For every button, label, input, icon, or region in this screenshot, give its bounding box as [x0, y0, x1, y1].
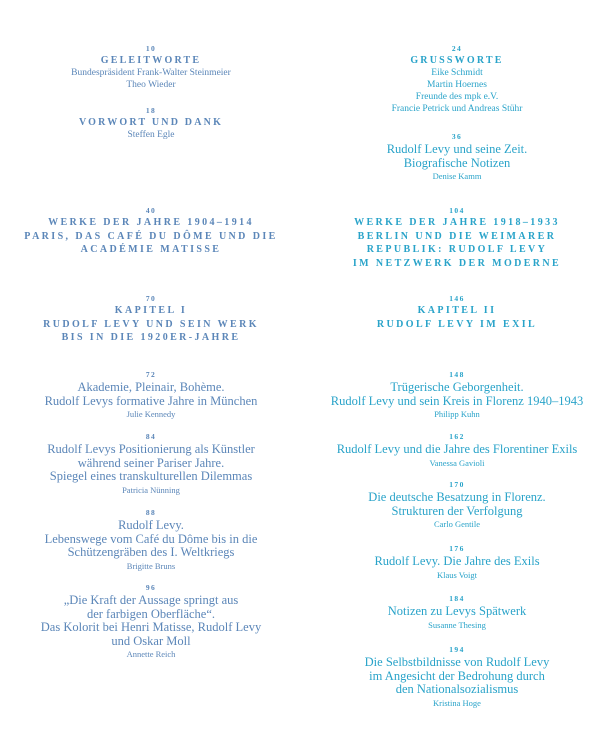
toc-entry	[6, 294, 296, 345]
entry-author: Eike Schmidt	[431, 68, 483, 78]
section-heading: RUDOLF LEVY UND SEIN WERK	[43, 318, 259, 330]
section-heading: REPUBLIK: RUDOLF LEVY	[366, 244, 548, 255]
toc-entry	[6, 44, 296, 91]
page-number: 104	[449, 206, 465, 215]
section-heading: KAPITEL II	[417, 305, 497, 316]
page-number: 170	[449, 480, 465, 489]
entry-title: Lebenswege vom Café du Dôme bis in die	[44, 531, 258, 546]
page-number: 96	[145, 583, 157, 592]
entry-title: Biografische Notizen	[403, 155, 511, 170]
toc-entry	[6, 508, 296, 573]
toc-entry	[312, 132, 602, 183]
section-heading: BERLIN UND DIE WEIMARER	[357, 230, 557, 242]
page-number: 148	[449, 370, 465, 379]
entry-author: Julie Kennedy	[126, 409, 176, 419]
entry-title: im Angesicht der Bedrohung durch	[369, 668, 545, 683]
section-heading: GRUSSWORTE	[410, 55, 504, 66]
entry-title: Strukturen der Verfolgung	[391, 503, 523, 518]
section-heading: WERKE DER JAHRE 1918–1933	[354, 217, 560, 228]
toc-entry	[312, 206, 602, 270]
entry-title: während seiner Pariser Jahre.	[77, 455, 225, 470]
entry-author: Klaus Voigt	[436, 569, 478, 580]
toc-entry	[6, 106, 296, 141]
page-number: 176	[449, 544, 465, 553]
entry-title: Rudolf Levy. Die Jahre des Exils	[374, 554, 540, 568]
toc-entry	[312, 294, 602, 331]
entry-title: und Oskar Moll	[111, 633, 191, 648]
entry-title: Rudolf Levys Positionierung als Künstler	[47, 442, 255, 456]
entry-title: Rudolf Levys formative Jahre in München	[44, 393, 258, 408]
entry-title: der farbigen Oberfläche“.	[86, 606, 216, 621]
entry-title: den Nationalsozialismus	[395, 682, 519, 696]
entry-author: Brigitte Bruns	[126, 560, 176, 571]
page-number: 18	[145, 106, 157, 115]
entry-title: Rudolf Levy und die Jahre des Florentiner Exils	[336, 442, 578, 456]
entry-author: Freunde des mpk e.V.	[415, 92, 499, 102]
entry-author: Carlo Gentile	[433, 519, 481, 529]
page-number: 24	[451, 44, 463, 53]
entry-title: Schützengräben des I. Weltkriegs	[67, 545, 235, 559]
page-number: 88	[145, 508, 157, 517]
toc-entry	[6, 583, 296, 661]
page-number: 146	[449, 294, 465, 303]
toc-entry	[312, 480, 602, 531]
entry-author: Denise Kamm	[432, 171, 482, 181]
entry-title: Die Selbstbildnisse von Rudolf Levy	[364, 655, 550, 669]
entry-author: Vanessa Gavioli	[429, 457, 485, 468]
entry-author: Annette Reich	[126, 649, 176, 659]
entry-title: Akademie, Pleinair, Bohème.	[77, 380, 225, 394]
toc-entry	[312, 44, 602, 115]
entry-author: Susanne Thesing	[428, 619, 486, 630]
entry-author: Patricia Nünning	[122, 484, 180, 495]
section-heading: ACADÉMIE MATISSE	[80, 244, 222, 255]
page-number: 84	[145, 432, 157, 441]
entry-author: Philipp Kuhn	[434, 409, 480, 419]
entry-author: Kristina Hoge	[433, 697, 481, 708]
section-heading: KAPITEL I	[114, 305, 188, 316]
toc-entry	[312, 544, 602, 582]
toc-entry	[312, 594, 602, 632]
entry-title: Rudolf Levy.	[118, 518, 184, 532]
entry-title: Notizen zu Levys Spätwerk	[387, 604, 527, 618]
toc-entry	[312, 370, 602, 421]
entry-title: Trügerische Geborgenheit.	[390, 380, 524, 394]
entry-author: Theo Wieder	[126, 80, 176, 90]
entry-title: Spiegel eines transkulturellen Dilemmas	[49, 469, 253, 483]
entry-author: Francie Petrick und Andreas Stühr	[391, 104, 523, 114]
section-heading: RUDOLF LEVY IM EXIL	[376, 318, 538, 330]
page-number: 40	[145, 206, 157, 215]
entry-author: Steffen Egle	[127, 130, 175, 140]
toc-entry	[6, 206, 296, 257]
entry-title: Die deutsche Besatzung in Florenz.	[368, 490, 546, 504]
entry-title: Das Kolorit bei Henri Matisse, Rudolf Levy	[40, 620, 262, 634]
page-number: 36	[451, 132, 463, 141]
section-heading: IM NETZWERK DER MODERNE	[352, 257, 562, 269]
entry-title: „Die Kraft der Aussage springt aus	[63, 593, 239, 607]
page-number: 72	[145, 370, 157, 379]
page-number: 184	[449, 594, 465, 603]
section-heading: PARIS, DAS CAFÉ DU DÔME UND DIE	[24, 230, 278, 242]
page-number: 70	[145, 294, 157, 303]
toc-entry	[6, 432, 296, 497]
toc-entry	[312, 432, 602, 470]
entry-title: Rudolf Levy und sein Kreis in Florenz 1940–1943	[330, 393, 584, 408]
toc-entry	[312, 645, 602, 710]
section-heading: WERKE DER JAHRE 1904–1914	[48, 217, 254, 228]
section-heading: VORWORT UND DANK	[78, 117, 224, 128]
entry-author: Bundespräsident Frank-Walter Steinmeier	[71, 68, 231, 78]
entry-author: Martin Hoernes	[427, 80, 487, 90]
section-heading: BIS IN DIE 1920ER-JAHRE	[61, 332, 241, 343]
page-number: 162	[449, 432, 465, 441]
page-number: 10	[145, 44, 157, 53]
page-number: 194	[449, 645, 465, 654]
toc-entry	[6, 370, 296, 421]
entry-title: Rudolf Levy und seine Zeit.	[386, 142, 528, 156]
section-heading: GELEITWORTE	[100, 55, 202, 66]
